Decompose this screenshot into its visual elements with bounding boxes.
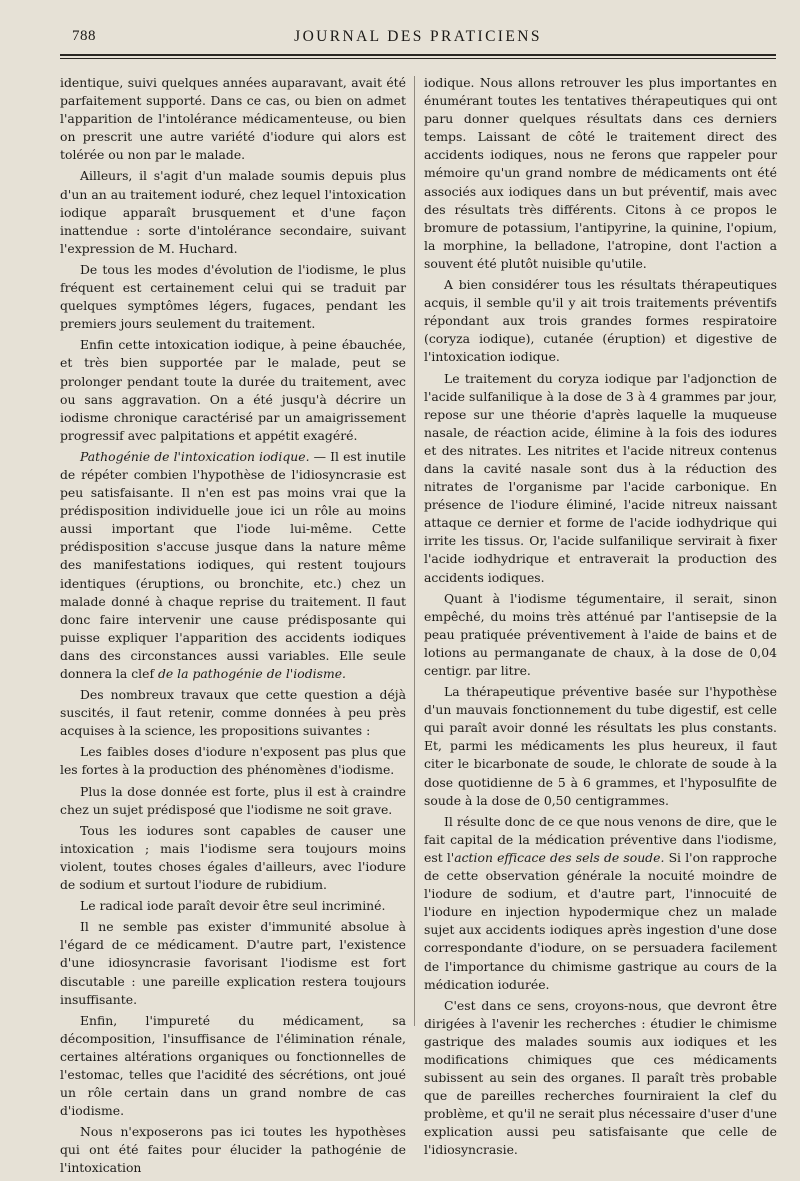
paragraph: Tous les iodures sont capables de causer une intoxication ; mais l'iodisme sera toujours moins violent, toutes choses égales d'ailleurs, avec l'iodure de sodium et surtout l'iodure de rubidium. xyxy=(60,822,406,893)
paragraph: Enfin cette intoxication iodique, à peine ébauchée, et très bien supportée par le malade, peut se prolonger pendant toute la durée du traitement, avec ou sans aggravation. On a été jusqu'à décrire un iodisme chronique caractérisé par un amaigrissement progressif avec palpitations et appétit exagéré. xyxy=(60,337,406,443)
paragraph: iodique. Nous allons retrouver les plus importantes en énumérant toutes les tentatives thérapeutiques qui ont paru donner quelques résultats dans ces derniers temps. Laissant de côté le traitement direct des accidents iodiques, nous ne ferons que rappeler pour mémoire qu'un grand nombre de médicaments ont été associés aux iodiques dans un but préventif, mais avec des résultats très différents. Citons à ce propos le bromure de potassium, l'antipyrine, la quinine, l'opium, la morphine, la belladone, l'atropine, dont l'action a souvent été plutôt nuisible qu'utile. xyxy=(424,75,777,271)
paragraph: A bien considérer tous les résultats thérapeutiques acquis, il semble qu'il y ait trois traitements préventifs répondant aux trois grandes formes respiratoire (coryza iodique), cutanée (éruption) et digestive de l'intoxication iodique. xyxy=(424,277,777,365)
column-divider xyxy=(414,76,415,1026)
paragraph: De tous les modes d'évolution de l'iodisme, le plus fréquent est certainement celui qui se traduit par quelques symptômes légers, fugaces, pendant les premiers jours seulement du traitement. xyxy=(60,261,406,332)
paragraph: identique, suivi quelques années auparavant, avait été parfaitement supporté. Dans ce cas, ou bien on admet l'apparition de l'intolérance médicamenteuse, ou bien on prescrit une autre variété d'iodure qui alors est tolérée ou non par le malade. xyxy=(60,75,406,163)
paragraph-text: Si l'on rapproche de cette observation générale la nocuité moindre de l'iodure de sodium, et d'autre part, l'innocuité de l'iodure en injection hypodermique chez un malade sujet aux accidents iodiques après ingestion d'une dose correspondante d'iodure, on se persuadera facilement de l'importance du chimisme gastrique au cours de la médication iodurée. xyxy=(424,849,777,992)
paragraph-pathogenie xyxy=(60,448,406,683)
page-number: 788 xyxy=(72,28,96,44)
paragraph-conclusion xyxy=(424,813,777,994)
paragraph: C'est dans ce sens, croyons-nous, que devront être dirigées à l'avenir les recherches : étudier le chimisme gastrique des malades soumis aux iodiques et les modifications chimiques que ces médicaments subissent au sein des organes. Il paraît très probable que de pareilles recherches fourniraient la clef du problème, et qu'il ne serait plus nécessaire d'user d'une explication aussi peu satisfaisante que celle de l'idiosyncrasie. xyxy=(424,997,777,1158)
left-column xyxy=(60,74,406,1181)
paragraph: Nous n'exposerons pas ici toutes les hypothèses qui ont été faites pour élucider la pathogénie de l'intoxication xyxy=(60,1124,406,1176)
paragraph: Il ne semble pas exister d'immunité absolue à l'égard de ce médicament. D'autre part, l'existence d'une idiosyncrasie favorisant l'iodisme est fort discutable : une pareille explication restera toujours insuffisante. xyxy=(60,919,406,1007)
header-rule-thin xyxy=(60,58,776,59)
paragraph: Des nombreux travaux que cette question a déjà suscités, il faut retenir, comme données à peu près acquises à la science, les propositions suivantes : xyxy=(60,687,406,739)
paragraph: La thérapeutique préventive basée sur l'hypothèse d'un mauvais fonctionnement du tube digestif, est celle qui paraît avoir donné les résultats les plus constants. Et, parmi les médicaments les plus heureux, il faut citer le bicarbonate de soude, le chlorate de soude à la dose quotidienne de 5 à 6 grammes, et l'hyposulfite de soude à la dose de 0,50 centigrammes. xyxy=(424,684,777,808)
paragraph-text: Il résulte donc de ce que nous venons de dire, que le fait capital de la médication préventive dans l'iodisme, est l' xyxy=(424,813,777,865)
paragraph: Ailleurs, il s'agit d'un malade soumis depuis plus d'un an au traitement ioduré, chez lequel l'intoxication iodique apparaît brusquement et d'une façon inattendue : sorte d'intolérance secondaire, suivant l'expression de M. Huchard. xyxy=(60,168,406,256)
paragraph: Le traitement du coryza iodique par l'adjonction de l'acide sulfanilique à la dose de 3 à 4 grammes par jour, repose sur une théorie d'après laquelle la muqueuse nasale, de réaction acide, élimine à la fois des iodures et des nitrates. Les nitrites et l'acide nitreux contenus dans la cavité nasale sont dus à la réduction des nitrates de l'organisme par l'acide carbonique. En présence de l'iodure éliminé, l'acide nitreux naissant attaque ce dernier et forme de l'acide iodhydrique qui irrite les tissus. Or, l'acide sulfanilique servirait à fixer l'acide iodhydrique et entraverait la production des accidents iodiques. xyxy=(424,370,777,585)
section-heading: Pathogénie de l'intoxication iodique. xyxy=(80,448,310,464)
right-column xyxy=(424,74,777,1163)
page-header xyxy=(60,26,776,50)
paragraph-italic-text: de la pathogénie de l'iodisme. xyxy=(157,666,346,681)
paragraph: Plus la dose donnée est forte, plus il est à craindre chez un sujet prédisposé que l'iodisme ne soit grave. xyxy=(60,783,406,817)
header-rule-thick xyxy=(60,54,776,56)
paragraph: Le radical iode paraît devoir être seul incriminé. xyxy=(80,898,386,914)
journal-title: JOURNAL DES PRATICIENS xyxy=(294,28,542,45)
paragraph-text: — Il est inutile de répéter combien l'hypothèse de l'idiosyncrasie est peu satisfaisante. Il n'en est pas moins vrai que la prédisposition individuelle joue ici un rôle au moins aussi important que l'iode lui-même. Cette prédisposition s'accuse jusque dans la nature même des manifestations iodiques, qui restent toujours identiques (éruptions, ou bronchite, etc.) chez un malade donné à chaque reprise du traitement. Il faut donc faire intervenir une cause prédisposante qui puisse expliquer l'apparition des accidents iodiques dans des circonstances aussi variables. Elle seule donnera la clef xyxy=(60,448,406,681)
paragraph: Enfin, l'impureté du médicament, sa décomposition, l'insuffisance de l'élimination rénale, certaines altérations organiques ou fonctionnelles de l'estomac, telles que l'acidité des sécrétions, ont joué un rôle certain dans un grand nombre de cas d'iodisme. xyxy=(60,1012,406,1119)
paragraph: Les faibles doses d'iodure n'exposent pas plus que les fortes à la production des phénomènes d'iodisme. xyxy=(60,744,406,778)
paragraph-italic-text: action efficace des sels de soude. xyxy=(454,849,665,865)
paragraph: Quant à l'iodisme tégumentaire, il serait, sinon empêché, du moins très atténué par l'antisepsie de la peau pratiquée préventivement à l'aide de bains et de lotions au permanganate de chaux, à la dose de 0,04 centigr. par litre. xyxy=(424,590,777,678)
